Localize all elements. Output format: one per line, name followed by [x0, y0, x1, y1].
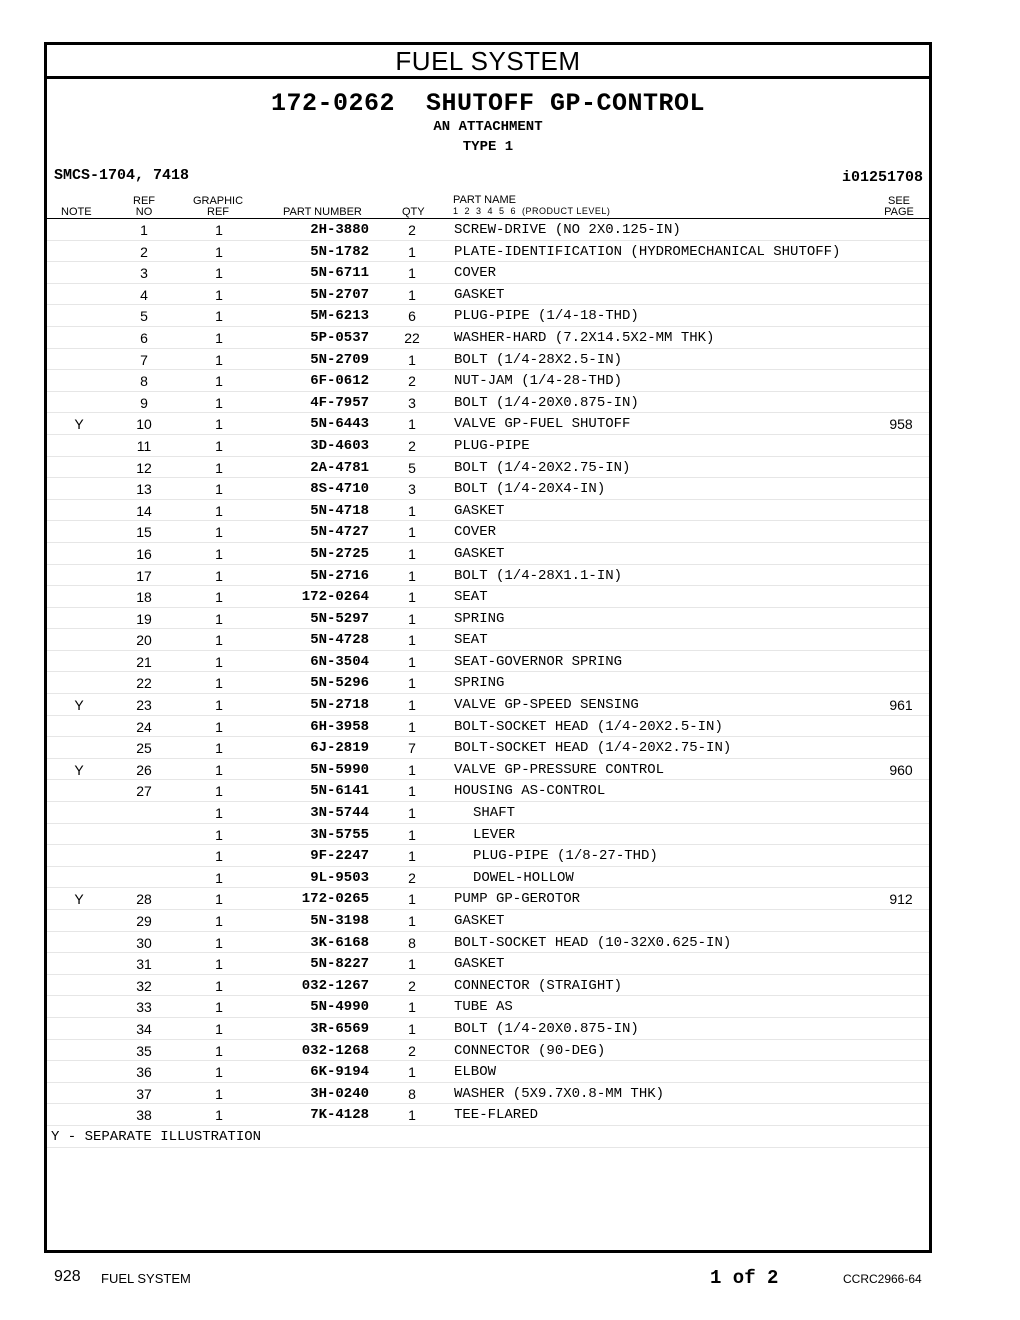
- part-number-cell: 5N-2709: [310, 351, 369, 368]
- qty-cell: 2: [408, 869, 416, 886]
- part-name-cell: DOWEL-HOLLOW: [473, 869, 574, 886]
- smcs-code: SMCS-1704, 7418: [54, 167, 190, 184]
- part-name-cell: GASKET: [454, 913, 505, 929]
- graphic-ref-cell: 1: [215, 1064, 223, 1081]
- qty-cell: 1: [408, 848, 416, 865]
- qty-cell: 1: [408, 653, 416, 670]
- column-qty: QTY: [402, 206, 425, 218]
- graphic-ref-cell: 1: [215, 999, 223, 1016]
- ref-no-cell: 37: [136, 1085, 152, 1102]
- ref-no-cell: 3: [140, 265, 148, 282]
- table-row: [47, 500, 929, 522]
- part-name-cell: ELBOW: [454, 1064, 497, 1081]
- graphic-ref-cell: 1: [215, 891, 223, 908]
- ref-no-cell: 16: [136, 545, 152, 562]
- part-number-cell: 6F-0612: [310, 373, 369, 390]
- table-row: [47, 241, 929, 263]
- graphic-ref-cell: 1: [215, 373, 223, 390]
- graphic-ref-cell: 1: [215, 1042, 223, 1059]
- part-name-cell: VALVE GP-SPEED SENSING: [454, 697, 639, 714]
- part-name-cell: VALVE GP-FUEL SHUTOFF: [454, 416, 631, 433]
- ref-no-cell: 18: [136, 589, 152, 606]
- graphic-ref-cell: 1: [215, 1107, 223, 1124]
- part-number-cell: 9F-2247: [310, 848, 369, 865]
- table-row: [47, 953, 929, 975]
- graphic-ref-cell: 1: [215, 805, 223, 822]
- table-row: [47, 1083, 929, 1105]
- part-number-cell: 6J-2819: [310, 740, 369, 757]
- table-row: [47, 1104, 929, 1126]
- group-title: 172-0262 SHUTOFF GP-CONTROL: [270, 89, 706, 118]
- ref-no-cell: 32: [136, 977, 152, 994]
- part-number-cell: 5N-3198: [310, 913, 369, 929]
- qty-cell: 1: [408, 632, 416, 649]
- ref-no-cell: 5: [140, 308, 148, 325]
- part-name-cell: BOLT (1/4-20X0.875-IN): [454, 1020, 639, 1037]
- graphic-ref-cell: 1: [215, 934, 223, 951]
- page-footer: [0, 1266, 1020, 1296]
- ref-no-cell: 31: [136, 956, 152, 973]
- qty-cell: 1: [408, 286, 416, 303]
- part-name-cell: BOLT (1/4-20X4-IN): [454, 481, 606, 498]
- graphic-ref-cell: 1: [215, 351, 223, 368]
- part-number-cell: 5N-4718: [310, 502, 369, 519]
- table-row: [47, 219, 929, 241]
- qty-cell: 7: [408, 740, 416, 757]
- column-see-page: SEE PAGE: [884, 195, 914, 218]
- part-number-cell: 172-0265: [301, 891, 369, 908]
- ref-no-cell: 10: [136, 416, 152, 433]
- part-name-cell: COVER: [454, 524, 497, 541]
- part-name-cell: PUMP GP-GEROTOR: [454, 891, 581, 908]
- qty-cell: 2: [408, 977, 416, 994]
- qty-cell: 2: [408, 1042, 416, 1059]
- part-number-cell: 8S-4710: [310, 481, 369, 498]
- part-number-cell: 5N-5990: [310, 761, 369, 778]
- ref-no-cell: 7: [140, 351, 148, 368]
- part-name-cell: BOLT-SOCKET HEAD (1/4-20X2.5-IN): [454, 718, 723, 735]
- qty-cell: 1: [408, 1020, 416, 1037]
- section-title: FUEL SYSTEM: [47, 45, 929, 79]
- ref-no-cell: 11: [136, 437, 152, 454]
- note-cell: Y: [74, 891, 84, 908]
- ref-no-cell: 19: [136, 610, 152, 627]
- table-row: [47, 543, 929, 565]
- graphic-ref-cell: 1: [215, 567, 223, 584]
- qty-cell: 2: [408, 373, 416, 390]
- qty-cell: 6: [408, 308, 416, 325]
- ref-no-cell: 38: [136, 1107, 152, 1124]
- column-part-number: PART NUMBER: [283, 206, 362, 218]
- table-row: [47, 1061, 929, 1083]
- group-subtitle-type: TYPE 1: [462, 139, 514, 155]
- part-number-cell: 7K-4128: [310, 1107, 369, 1124]
- part-number-cell: 5N-2725: [310, 545, 369, 562]
- table-row: [47, 521, 929, 543]
- part-number-cell: 2A-4781: [310, 459, 369, 476]
- ref-no-cell: 8: [140, 373, 148, 390]
- note-cell: Y: [74, 697, 84, 714]
- graphic-ref-cell: 1: [215, 1020, 223, 1037]
- qty-cell: 1: [408, 265, 416, 282]
- qty-cell: 3: [408, 394, 416, 411]
- table-row: [47, 996, 929, 1018]
- graphic-ref-cell: 1: [215, 913, 223, 929]
- note-cell: Y: [74, 416, 84, 433]
- part-number-cell: 172-0264: [301, 589, 369, 606]
- part-number-cell: 5N-6443: [310, 416, 369, 433]
- part-number-cell: 5N-2707: [310, 286, 369, 303]
- part-name-cell: WASHER-HARD (7.2X14.5X2-MM THK): [454, 329, 715, 346]
- ref-no-cell: 1: [140, 222, 148, 238]
- qty-cell: 1: [408, 416, 416, 433]
- part-number-cell: 6K-9194: [310, 1064, 369, 1081]
- ref-no-cell: 15: [136, 524, 152, 541]
- qty-cell: 1: [408, 718, 416, 735]
- part-number-cell: 5N-1782: [310, 243, 369, 260]
- table-row: [47, 932, 929, 954]
- footnote-legend: Y - SEPARATE ILLUSTRATION: [51, 1128, 262, 1145]
- table-row: [47, 824, 929, 846]
- part-number-cell: 5N-4727: [310, 524, 369, 541]
- part-number-cell: 4F-7957: [310, 394, 369, 411]
- part-name-cell: GASKET: [454, 502, 505, 519]
- footer-system-name: FUEL SYSTEM: [101, 1271, 191, 1286]
- table-row: [47, 910, 929, 932]
- part-number-cell: 2H-3880: [310, 222, 369, 238]
- part-name-cell: TEE-FLARED: [454, 1107, 539, 1124]
- graphic-ref-cell: 1: [215, 848, 223, 865]
- graphic-ref-cell: 1: [215, 826, 223, 843]
- qty-cell: 8: [408, 1085, 416, 1102]
- part-name-cell: TUBE AS: [454, 999, 513, 1016]
- ref-no-cell: 9: [140, 394, 148, 411]
- part-name-cell: BOLT (1/4-28X1.1-IN): [454, 567, 623, 584]
- note-cell: Y: [74, 761, 84, 778]
- qty-cell: 1: [408, 805, 416, 822]
- part-name-cell: LEVER: [473, 826, 516, 843]
- part-name-cell: VALVE GP-PRESSURE CONTROL: [454, 761, 665, 778]
- part-name-cell: GASKET: [454, 545, 505, 562]
- qty-cell: 1: [408, 243, 416, 260]
- part-name-cell: HOUSING AS-CONTROL: [454, 783, 606, 800]
- graphic-ref-cell: 1: [215, 653, 223, 670]
- table-row: [47, 370, 929, 392]
- parts-table-body: [47, 219, 929, 1148]
- table-row: [47, 975, 929, 997]
- part-name-cell: BOLT-SOCKET HEAD (10-32X0.625-IN): [454, 934, 732, 951]
- ref-no-cell: 34: [136, 1020, 152, 1037]
- part-name-cell: PLUG-PIPE: [454, 437, 530, 454]
- graphic-ref-cell: 1: [215, 308, 223, 325]
- part-number-cell: 5N-2716: [310, 567, 369, 584]
- part-number-cell: 5N-6141: [310, 783, 369, 800]
- ref-no-cell: 20: [136, 632, 152, 649]
- graphic-ref-cell: 1: [215, 589, 223, 606]
- qty-cell: 1: [408, 502, 416, 519]
- graphic-ref-cell: 1: [215, 265, 223, 282]
- qty-cell: 2: [408, 437, 416, 454]
- part-number-cell: 3H-0240: [310, 1085, 369, 1102]
- part-name-cell: COVER: [454, 265, 497, 282]
- qty-cell: 1: [408, 351, 416, 368]
- ref-no-cell: 23: [136, 697, 152, 714]
- group-subtitle-attachment: AN ATTACHMENT: [433, 119, 543, 135]
- qty-cell: 22: [404, 329, 420, 346]
- table-row: [47, 262, 929, 284]
- table-row: [47, 392, 929, 414]
- part-name-cell: WASHER (5X9.7X0.8-MM THK): [454, 1085, 665, 1102]
- part-name-cell: SPRING: [454, 675, 505, 692]
- graphic-ref-cell: 1: [215, 286, 223, 303]
- see-page-cell: 912: [889, 891, 913, 908]
- qty-cell: 1: [408, 697, 416, 714]
- ref-no-cell: 27: [136, 783, 152, 800]
- part-name-cell: SEAT: [454, 632, 488, 649]
- table-row: [47, 586, 929, 608]
- ref-no-cell: 36: [136, 1064, 152, 1081]
- table-row: [47, 435, 929, 457]
- part-number-cell: 5M-6213: [310, 308, 369, 325]
- ref-no-cell: 4: [140, 286, 148, 303]
- footer-document-code: CCRC2966-64: [843, 1272, 922, 1286]
- ref-no-cell: 29: [136, 913, 152, 929]
- qty-cell: 1: [408, 524, 416, 541]
- part-name-cell: BOLT (1/4-20X0.875-IN): [454, 394, 639, 411]
- qty-cell: 3: [408, 481, 416, 498]
- ref-no-cell: 26: [136, 761, 152, 778]
- graphic-ref-cell: 1: [215, 1085, 223, 1102]
- part-number-cell: 5P-0537: [310, 329, 369, 346]
- graphic-ref-cell: 1: [215, 718, 223, 735]
- table-row: [47, 327, 929, 349]
- graphic-ref-cell: 1: [215, 222, 223, 238]
- qty-cell: 1: [408, 567, 416, 584]
- table-row: [47, 305, 929, 327]
- ref-no-cell: 22: [136, 675, 152, 692]
- footnote-row: [47, 1126, 929, 1148]
- graphic-ref-cell: 1: [215, 502, 223, 519]
- table-row: [47, 867, 929, 889]
- qty-cell: 1: [408, 545, 416, 562]
- ref-no-cell: 13: [136, 481, 152, 498]
- graphic-ref-cell: 1: [215, 545, 223, 562]
- qty-cell: 1: [408, 675, 416, 692]
- column-header-row: [47, 193, 929, 219]
- part-number-cell: 5N-4728: [310, 632, 369, 649]
- parts-list-frame: [44, 42, 932, 1253]
- qty-cell: 1: [408, 913, 416, 929]
- part-name-cell: PLUG-PIPE (1/4-18-THD): [454, 308, 639, 325]
- graphic-ref-cell: 1: [215, 632, 223, 649]
- graphic-ref-cell: 1: [215, 956, 223, 973]
- table-row: [47, 651, 929, 673]
- table-row: [47, 284, 929, 306]
- qty-cell: 1: [408, 761, 416, 778]
- ref-no-cell: 24: [136, 718, 152, 735]
- qty-cell: 1: [408, 891, 416, 908]
- graphic-ref-cell: 1: [215, 524, 223, 541]
- column-part-name: PART NAME 1 2 3 4 5 6 (PRODUCT LEVEL): [453, 194, 611, 216]
- part-number-cell: 6H-3958: [310, 718, 369, 735]
- qty-cell: 1: [408, 783, 416, 800]
- ref-no-cell: 25: [136, 740, 152, 757]
- part-name-cell: SEAT: [454, 589, 488, 606]
- table-row: [47, 759, 929, 781]
- qty-cell: 2: [408, 222, 416, 238]
- part-number-cell: 5N-5296: [310, 675, 369, 692]
- ref-no-cell: 14: [136, 502, 152, 519]
- column-graphic-ref: GRAPHIC REF: [192, 195, 244, 218]
- part-name-cell: PLUG-PIPE (1/8-27-THD): [473, 848, 658, 865]
- product-level-scale: 1 2 3 4 5 6 (PRODUCT LEVEL): [453, 206, 611, 216]
- table-row: [47, 608, 929, 630]
- part-number-cell: 5N-6711: [310, 265, 369, 282]
- part-number-cell: 3D-4603: [310, 437, 369, 454]
- ref-no-cell: 21: [136, 653, 152, 670]
- part-name-cell: BOLT (1/4-20X2.75-IN): [454, 459, 631, 476]
- graphic-ref-cell: 1: [215, 243, 223, 260]
- column-note: NOTE: [61, 206, 92, 218]
- part-name-cell: NUT-JAM (1/4-28-THD): [454, 373, 623, 390]
- part-name-cell: GASKET: [454, 956, 505, 973]
- table-row: [47, 780, 929, 802]
- table-row: [47, 1040, 929, 1062]
- footer-page-number: 928: [54, 1268, 81, 1285]
- column-ref-no: REF NO: [133, 195, 155, 218]
- ref-no-cell: 2: [140, 243, 148, 260]
- table-row: [47, 1018, 929, 1040]
- part-name-cell: SHAFT: [473, 805, 516, 822]
- qty-cell: 1: [408, 956, 416, 973]
- part-name-cell: BOLT (1/4-28X2.5-IN): [454, 351, 623, 368]
- part-number-cell: 5N-8227: [310, 956, 369, 973]
- table-row: [47, 737, 929, 759]
- qty-cell: 1: [408, 999, 416, 1016]
- ref-no-cell: 33: [136, 999, 152, 1016]
- graphic-ref-cell: 1: [215, 329, 223, 346]
- graphic-ref-cell: 1: [215, 740, 223, 757]
- part-name-cell: SCREW-DRIVE (NO 2X0.125-IN): [454, 222, 681, 238]
- part-number-cell: 9L-9503: [310, 869, 369, 886]
- table-row: [47, 629, 929, 651]
- part-number-cell: 3N-5744: [310, 805, 369, 822]
- table-row: [47, 457, 929, 479]
- see-page-cell: 961: [889, 697, 913, 714]
- table-row: [47, 802, 929, 824]
- graphic-ref-cell: 1: [215, 977, 223, 994]
- qty-cell: 1: [408, 1107, 416, 1124]
- graphic-ref-cell: 1: [215, 394, 223, 411]
- document-id: i01251708: [841, 169, 923, 186]
- graphic-ref-cell: 1: [215, 697, 223, 714]
- part-number-cell: 032-1267: [301, 977, 369, 994]
- qty-cell: 1: [408, 826, 416, 843]
- table-row: [47, 565, 929, 587]
- qty-cell: 1: [408, 1064, 416, 1081]
- part-number-cell: 3K-6168: [310, 934, 369, 951]
- qty-cell: 5: [408, 459, 416, 476]
- graphic-ref-cell: 1: [215, 459, 223, 476]
- table-row: [47, 888, 929, 910]
- ref-no-cell: 12: [136, 459, 152, 476]
- part-number-cell: 6N-3504: [310, 653, 369, 670]
- footer-page-of: 1 of 2: [710, 1267, 779, 1289]
- part-name-cell: GASKET: [454, 286, 505, 303]
- part-number-cell: 3R-6569: [310, 1020, 369, 1037]
- part-name-cell: CONNECTOR (STRAIGHT): [454, 977, 623, 994]
- graphic-ref-cell: 1: [215, 610, 223, 627]
- qty-cell: 8: [408, 934, 416, 951]
- ref-no-cell: 35: [136, 1042, 152, 1059]
- part-number-cell: 5N-4990: [310, 999, 369, 1016]
- part-number-cell: 032-1268: [301, 1042, 369, 1059]
- graphic-ref-cell: 1: [215, 416, 223, 433]
- ref-no-cell: 6: [140, 329, 148, 346]
- part-name-cell: BOLT-SOCKET HEAD (1/4-20X2.75-IN): [454, 740, 732, 757]
- part-name-cell: CONNECTOR (90-DEG): [454, 1042, 606, 1059]
- graphic-ref-cell: 1: [215, 675, 223, 692]
- qty-cell: 1: [408, 610, 416, 627]
- graphic-ref-cell: 1: [215, 761, 223, 778]
- table-row: [47, 716, 929, 738]
- graphic-ref-cell: 1: [215, 783, 223, 800]
- part-name-cell: SPRING: [454, 610, 505, 627]
- see-page-cell: 960: [889, 761, 913, 778]
- table-row: [47, 349, 929, 371]
- graphic-ref-cell: 1: [215, 869, 223, 886]
- part-number-cell: 5N-5297: [310, 610, 369, 627]
- part-number-cell: 3N-5755: [310, 826, 369, 843]
- table-row: [47, 672, 929, 694]
- graphic-ref-cell: 1: [215, 437, 223, 454]
- graphic-ref-cell: 1: [215, 481, 223, 498]
- part-name-cell: SEAT-GOVERNOR SPRING: [454, 653, 623, 670]
- part-name-cell: PLATE-IDENTIFICATION (HYDROMECHANICAL SHUTOFF): [454, 243, 841, 260]
- table-row: [47, 478, 929, 500]
- table-row: [47, 694, 929, 716]
- qty-cell: 1: [408, 589, 416, 606]
- part-number-cell: 5N-2718: [310, 697, 369, 714]
- table-row: [47, 413, 929, 435]
- ref-no-cell: 17: [136, 567, 152, 584]
- table-row: [47, 845, 929, 867]
- ref-no-cell: 30: [136, 934, 152, 951]
- see-page-cell: 958: [889, 416, 913, 433]
- ref-no-cell: 28: [136, 891, 152, 908]
